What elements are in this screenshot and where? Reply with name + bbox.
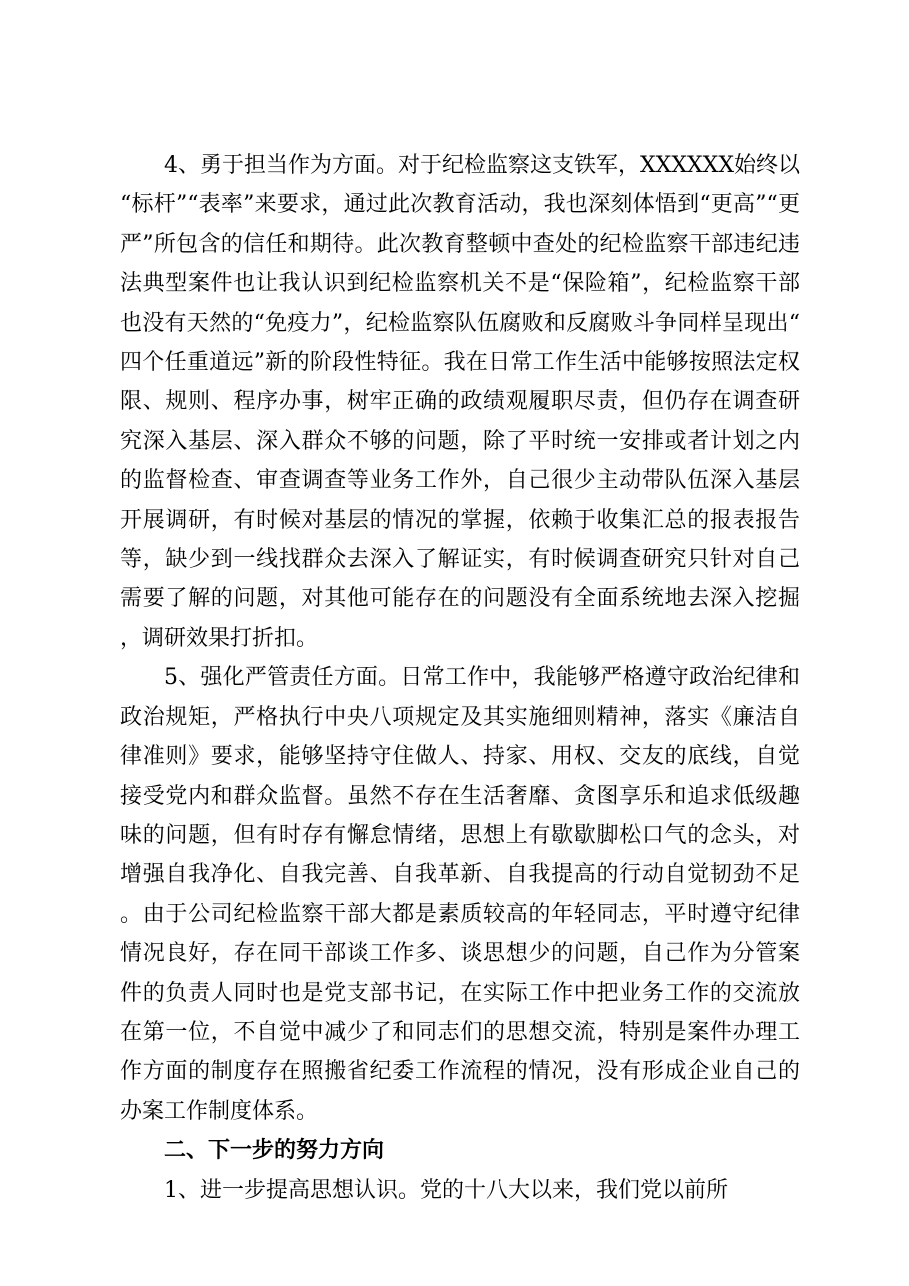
section-heading: 二、下一步的努力方向 xyxy=(164,1138,385,1164)
paragraph-responsibility: 4、勇于担当作为方面。对于纪检监察这支铁军，XXXXXX始终以“标杆”“表率”来要求，通过此次教育活动，我也深刻体悟到“更高”“更严”所包含的信任和期待。此次教育整顿中查处的纪检监察干部违纪违法典型案件也让我认识到纪检监察机关不是“保险箱”，纪检监察干部也没有天然的“免疫力”，纪检监察队伍腐败和反腐败斗争同样呈现出“四个任重道远”新的阶段性特征。我在日常工作生活中能够按照法定权限、规则、程序办事，树牢正确的政绩观履职尽责，但仍存在调查研究深入基层、深入群众不够的问题，除了平时统一安排或者计划之内的监督检查、审查调查等业务工作外，自己很少主动带队伍深入基层开展调研，有时候对基层的情况的掌握，依赖于收集汇总的报表报告等，缺少到一线找群众去深入了解证实，有时候调查研究只针对自己需要了解的问题，对其他可能存在的问题没有全面系统地去深入挖掘，调研效果打折扣。 xyxy=(120,153,800,651)
paragraph-next-steps: 1、进一步提高思想认识。党的十八大以来，我们党以前所 xyxy=(164,1177,728,1203)
paragraph-strict-management: 5、强化严管责任方面。日常工作中，我能够严格遵守政治纪律和政治规矩，严格执行中央八项规定及其实施细则精神，落实《廉洁自律准则》要求，能够坚持守住做人、持家、用权、交友的底线，自觉接受党内和群众监督。虽然不存在生活奢靡、贪图享乐和追求低级趣味的问题，但有时存有懈怠情绪，思想上有歇歇脚松口气的念头，对增强自我净化、自我完善、自我革新、自我提高的行动自觉韧劲不足。由于公司纪检监察干部大都是素质较高的年轻同志，平时遵守纪律情况良好，存在同干部谈工作多、谈思想少的问题，自己作为分管案件的负责人同时也是党支部书记，在实际工作中把业务工作的交流放在第一位，不自觉中减少了和同志们的思想交流，特别是案件办理工作方面的制度存在照搬省纪委工作流程的情况，没有形成企业自己的办案工作制度体系。 xyxy=(120,665,800,1124)
document-body xyxy=(120,146,800,1210)
